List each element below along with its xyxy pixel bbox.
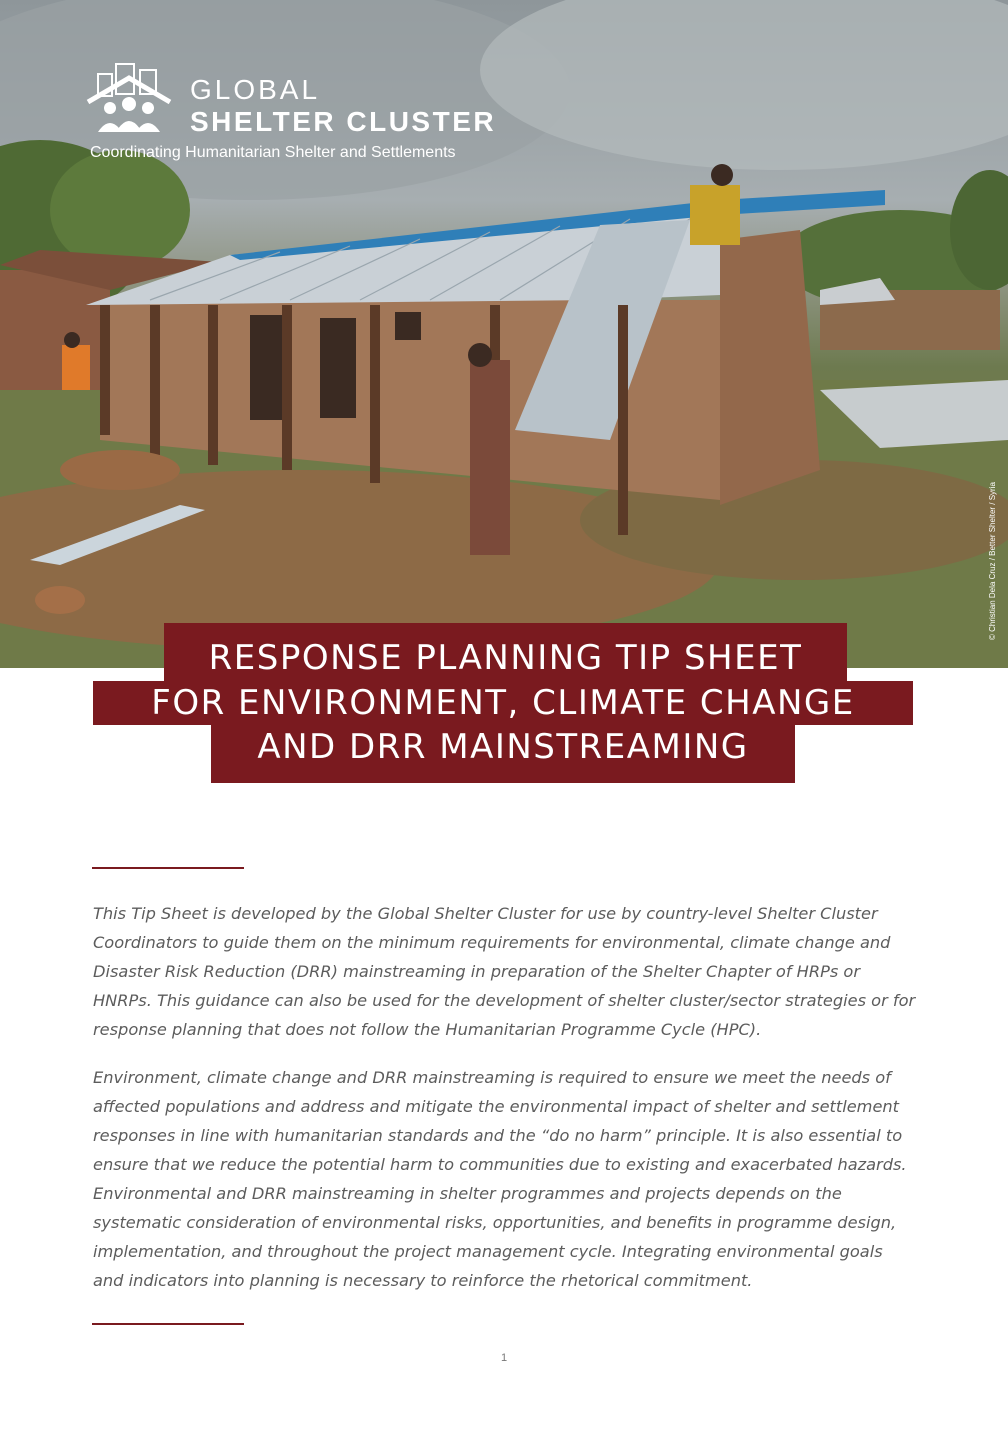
- top-divider: [92, 867, 244, 869]
- logo-word-global: GLOBAL: [190, 74, 321, 105]
- shelter-cluster-logo-icon: [86, 60, 172, 132]
- photo-credit: © Christian Dela Cruz / Better Shelter / Syria: [988, 482, 997, 640]
- logo-word-shelter-cluster: SHELTER CLUSTER: [190, 106, 497, 137]
- title-line-3: AND DRR MAINSTREAMING: [211, 725, 795, 783]
- global-shelter-cluster-logo: [86, 60, 506, 170]
- title-line-1: RESPONSE PLANNING TIP SHEET: [164, 623, 847, 681]
- intro-paragraph: This Tip Sheet is developed by the Global Shelter Cluster for use by country-level Shelter Cluster Coordinators to guide them on the minimum requirements for environmental, climate change and Disaster Risk Reduction (DRR) mainstreaming in preparation of the Shelter Chapter of HRPs or HNRPs. This guidance can also be used for the development of shelter cluster/sector strategies or for response planning that does not follow the Humanitarian Programme Cycle (HPC).: [93, 904, 916, 1039]
- mainstreaming-paragraph: Environment, climate change and DRR mainstreaming is required to ensure we meet the needs of affected populations and address and mitigate the environmental impact of shelter and settlement responses in line with humanitarian standards and the “do no harm” principle. It is also essential to ensure that we reduce the potential harm to communities due to existing and exacerbated hazards. Environmental and DRR mainstreaming in shelter programmes and projects depends on the systematic consideration of environmental risks, opportunities, and benefits in programme design, implementation, and throughout the project management cycle. Integrating environmental goals and indicators into planning is necessary to reinforce the rhetorical commitment.: [93, 1068, 907, 1290]
- bottom-divider: [92, 1323, 244, 1325]
- title-line-2: FOR ENVIRONMENT, CLIMATE CHANGE: [93, 681, 913, 725]
- page-number: 1: [500, 1352, 508, 1364]
- cover-photo: [0, 0, 1008, 668]
- logo-tagline: Coordinating Humanitarian Shelter and Settlements: [90, 144, 456, 161]
